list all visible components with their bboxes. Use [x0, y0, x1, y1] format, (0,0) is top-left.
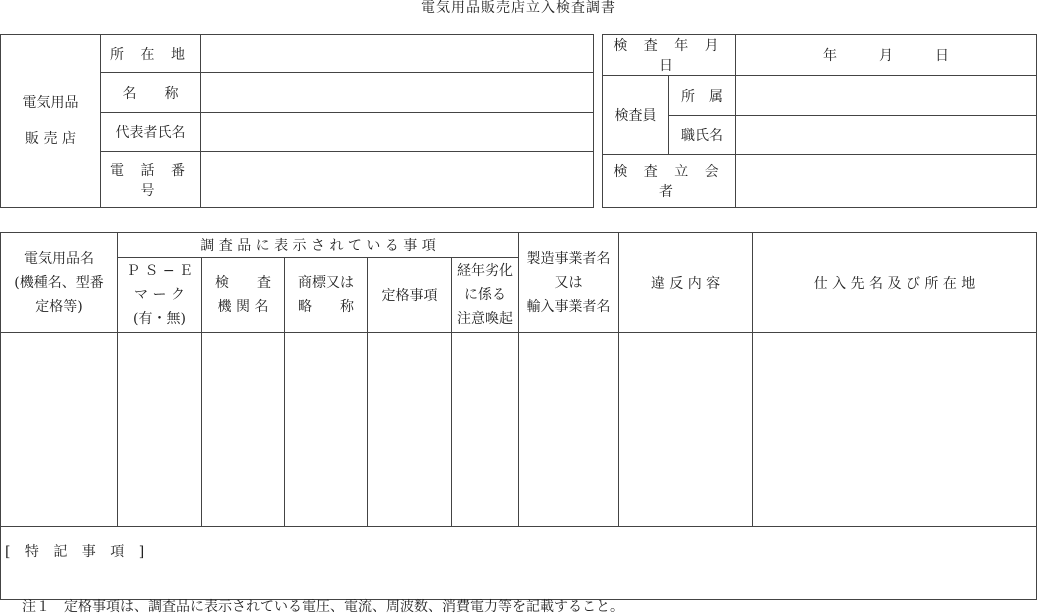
aging-cell[interactable] [452, 333, 519, 527]
inspection-info-table [602, 34, 1037, 208]
col-rating-header: 定格事項 [368, 258, 452, 333]
position-name-label: 職氏名 [669, 116, 736, 155]
col-pse-line1: Ｐ Ｓ − Ｅ [125, 263, 194, 279]
name-field[interactable] [201, 73, 594, 113]
phone-field[interactable] [201, 152, 594, 208]
col-supplier-header: 仕 入 先 名 及 び 所 在 地 [753, 233, 1037, 333]
col-product-line3: 定格等) [35, 298, 83, 315]
shop-group-label-line1: 電気用品 [22, 95, 79, 111]
rating-cell[interactable] [368, 333, 452, 527]
col-aging-line1: 経年劣化 [457, 263, 513, 279]
shop-group-label-line2: 販 売 店 [25, 131, 76, 147]
product-entry-row [1, 333, 1037, 527]
special-notes-label: [ 特 記 事 項 ] [5, 544, 150, 560]
inspector-label: 検査員 [603, 76, 669, 155]
affiliation-label: 所 属 [669, 76, 736, 116]
product-name-cell[interactable] [1, 333, 118, 527]
address-label: 所 在 地 [101, 35, 201, 73]
col-pse-line3: (有・無) [133, 311, 186, 327]
witness-label: 検 査 立 会 者 [603, 155, 736, 208]
col-maker-header [519, 233, 619, 333]
col-product-line2: (機種名、型番 [14, 274, 104, 291]
representative-label: 代表者氏名 [101, 113, 201, 152]
col-pse-header [118, 258, 202, 333]
address-field[interactable] [201, 35, 594, 73]
col-aging-line2: に係る [464, 287, 506, 303]
col-product-header [1, 233, 118, 333]
col-product-line1: 電気用品名 [24, 250, 94, 267]
col-trademark-header [285, 258, 368, 333]
col-maker-line2: 又は [554, 274, 583, 291]
col-trademark-line1: 商標又は [298, 275, 354, 291]
col-agency-header [202, 258, 285, 333]
col-maker-line1: 製造事業者名 [526, 250, 611, 267]
supplier-cell[interactable] [753, 333, 1037, 527]
col-agency-line2: 機 関 名 [217, 299, 269, 315]
trademark-cell[interactable] [285, 333, 368, 527]
special-notes-box[interactable] [1, 527, 1037, 600]
affiliation-field[interactable] [736, 76, 1037, 116]
witness-field[interactable] [736, 155, 1037, 208]
violation-cell[interactable] [619, 333, 753, 527]
display-items-group-header: 調 査 品 に 表 示 さ れ て い る 事 項 [118, 233, 519, 258]
col-aging-header [452, 258, 519, 333]
col-aging-line3: 注意喚起 [457, 311, 513, 327]
col-trademark-line2: 略 称 [298, 299, 354, 315]
phone-label: 電 話 番 号 [101, 152, 201, 208]
name-label: 名 称 [101, 73, 201, 113]
maker-cell[interactable] [519, 333, 619, 527]
shop-group-label [1, 35, 101, 208]
document-title: 電気用品販売店立入検査調書 [421, 0, 616, 16]
col-agency-line1: 検 査 [215, 275, 271, 291]
inspection-date-field[interactable]: 年 月 日 [736, 35, 1037, 76]
col-violation-header: 違 反 内 容 [619, 233, 753, 333]
representative-field[interactable] [201, 113, 594, 152]
footnote: 注１ 定格事項は、調査品に表示されている電圧、電流、周波数、消費電力等を記載すること。 [22, 599, 624, 615]
pse-mark-cell[interactable] [118, 333, 202, 527]
agency-cell[interactable] [202, 333, 285, 527]
col-pse-line2: マ ー ク [134, 287, 185, 303]
inspection-date-label: 検 査 年 月 日 [603, 35, 736, 76]
position-name-field[interactable] [736, 116, 1037, 155]
shop-info-table [0, 34, 594, 208]
product-table [0, 232, 1037, 600]
col-maker-line3: 輸入事業者名 [526, 298, 611, 315]
